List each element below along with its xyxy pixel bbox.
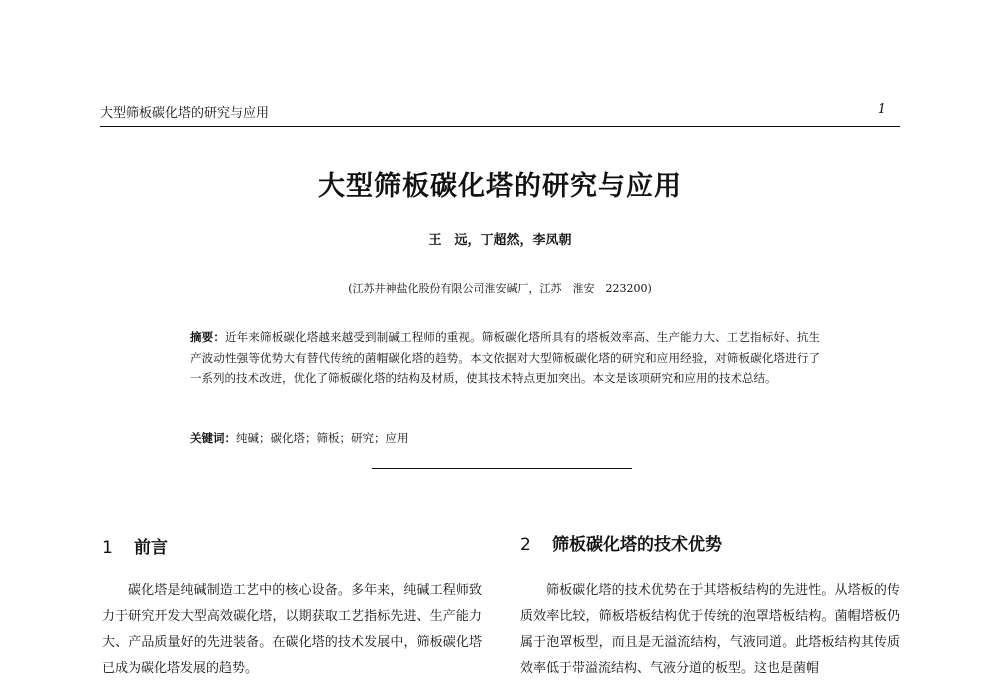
authors: 王 远，丁超然，李凤朝 [428,233,572,248]
divider [372,468,632,469]
abstract-text: 近年来筛板碳化塔越来越受到制碱工程师的重视。筛板碳化塔所具有的塔板效率高、生产能力大、工艺指标好、抗生产波动性强等优势大有替代传统的菌帽碳化塔的趋势。本文依据对大型筛板碳化塔的研究和应用经验，对筛板碳化塔进行了一系列的技术改进，优化了筛板碳化塔的结构及材质，使其技术特点更加突出。本文是该项研究和应用的技术总结。 [190,330,820,385]
section-number: 1 [102,538,113,558]
paper-title: 大型筛板碳化塔的研究与应用 [318,171,682,202]
affiliation: (江苏井神盐化股份有限公司淮安碱厂，江苏 淮安 223200) [348,282,652,295]
section-number: 2 [520,535,531,555]
keywords [190,430,820,446]
section-heading-introduction [102,533,168,558]
running-header-title: 大型筛板碳化塔的研究与应用 [100,106,270,121]
section-title: 前言 [134,538,168,558]
abstract-label: 摘要： [190,330,226,344]
section-body-introduction: 碳化塔是纯碱制造工艺中的核心设备。多年来，纯碱工程师致力于研究开发大型高效碳化塔，以期获取工艺指标先进、生产能力大、产品质量好的先进装备。在碳化塔的技术发展中，筛板碳化塔已成为碳化塔发展的趋势。 [102,583,482,676]
section-heading-advantages [520,530,722,555]
section-title: 筛板碳化塔的技术优势 [552,535,722,555]
abstract [190,327,820,389]
keywords-label: 关键词： [190,431,236,445]
keywords-text: 纯碱；碳化塔；筛板；研究；应用 [236,431,409,445]
section-body-advantages: 筛板碳化塔的技术优势在于其塔板结构的先进性。从塔板的传质效率比较，筛板塔板结构优于传统的泡罩塔板结构。菌帽塔板仍属于泡罩板型，而且是无溢流结构，气液同道。此塔板结构其传质效率低于带溢流结构、气液分道的板型。这也是菌帽 [520,583,900,676]
page-number: 1 [877,102,886,117]
running-header [100,96,900,127]
